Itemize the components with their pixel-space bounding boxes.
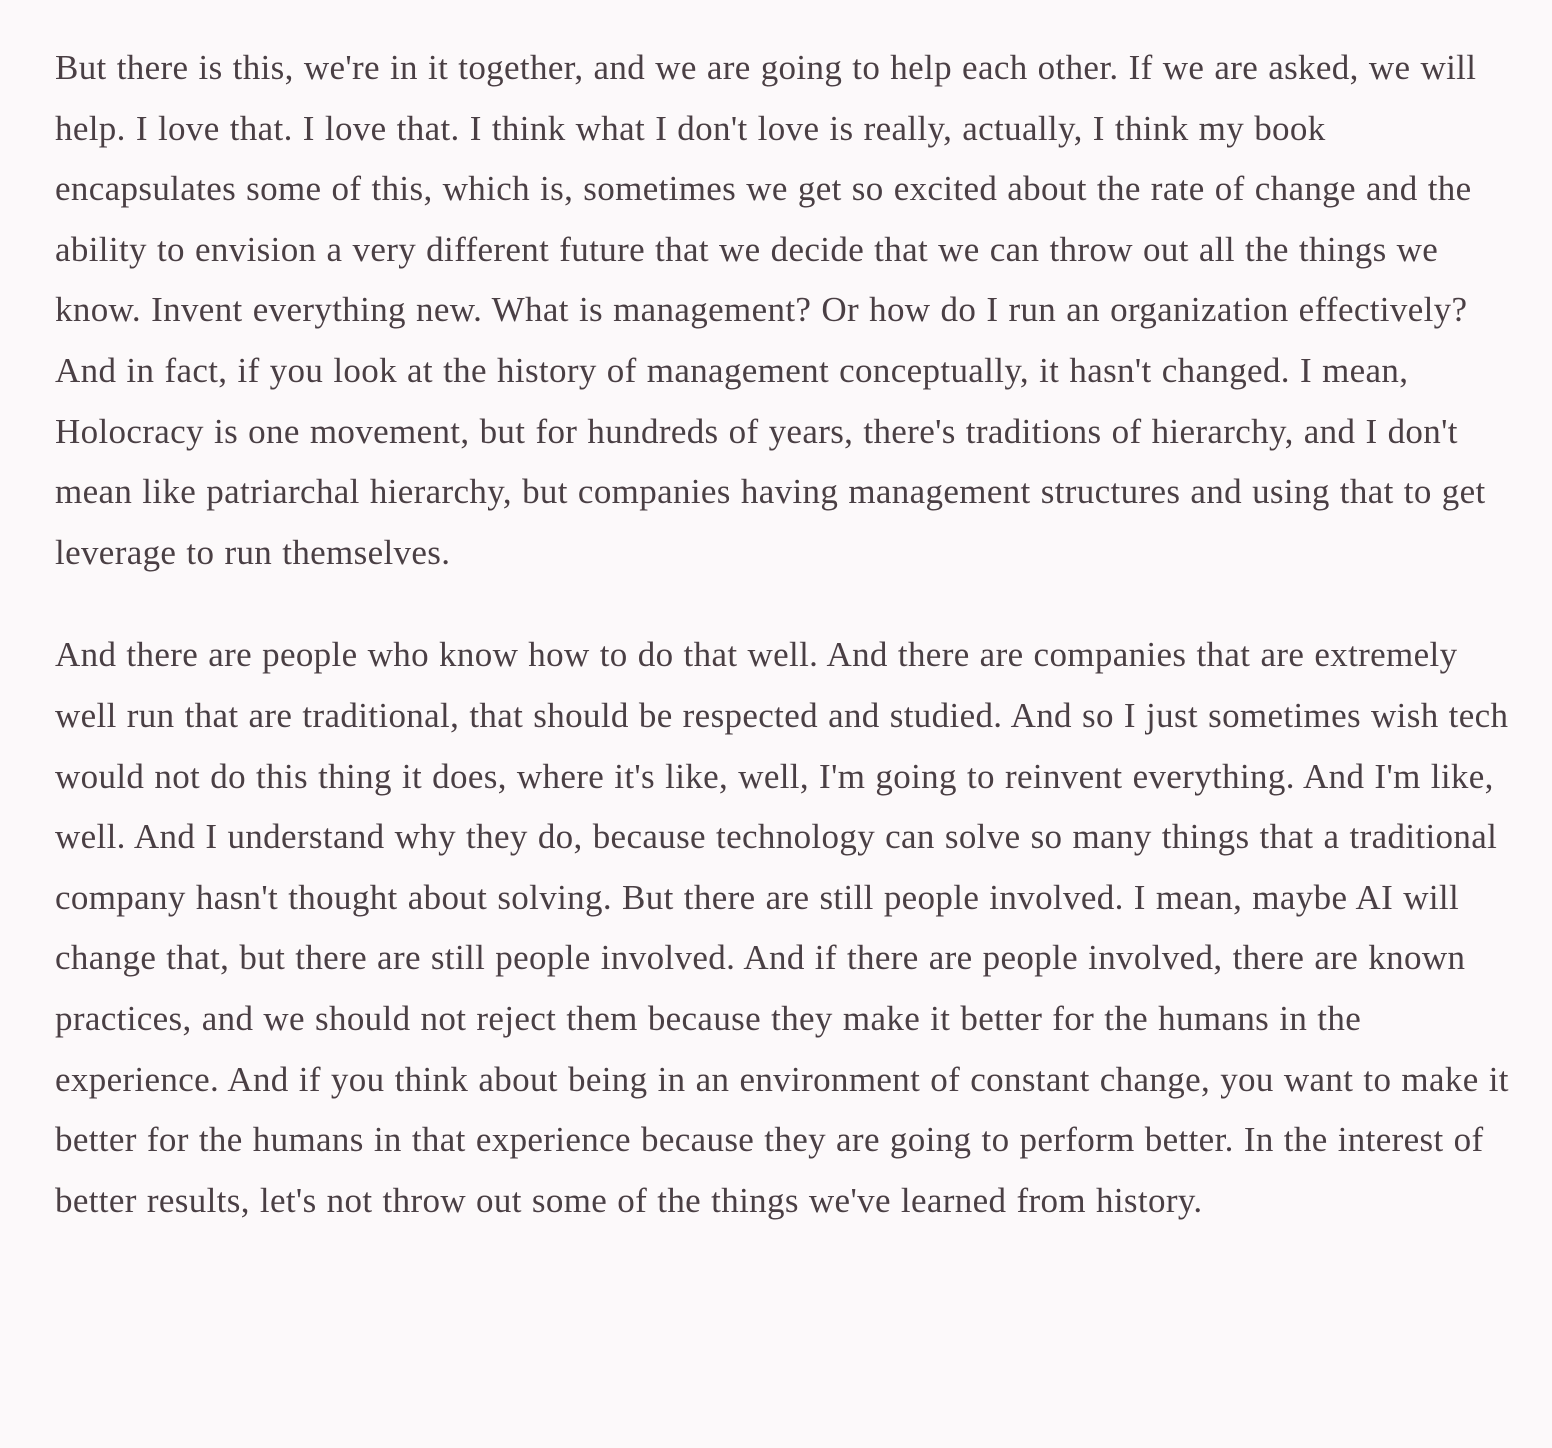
- paragraph-1: But there is this, we're in it together, and we are going to help each other. If we are asked, we will help. I love that. I love that. I think what I don't love is really, actually, I think my book encapsulates some of this, which is, sometimes we get so excited about the rate of change and the ability to envision a very different future that we decide that we can throw out all the things we know. Invent everything new. What is management? Or how do I run an organization effectively? And in fact, if you look at the history of management conceptually, it hasn't changed. I mean, Holocracy is one movement, but for hundreds of years, there's traditions of hierarchy, and I don't mean like patriarchal hierarchy, but companies having management structures and using that to get leverage to run themselves.: [55, 48, 1486, 572]
- paragraph-2: And there are people who know how to do that well. And there are companies that are extremely well run that are traditional, that should be respected and studied. And so I just sometimes wish tech would not do this thing it does, where it's like, well, I'm going to reinvent everything. And I'm like, well. And I understand why they do, because technology can solve so many things that a traditional company hasn't thought about solving. But there are still people involved. I mean, maybe AI will change that, but there are still people involved. And if there are people involved, there are known practices, and we should not reject them because they make it better for the humans in the experience. And if you think about being in an environment of constant change, you want to make it better for the humans in that experience because they are going to perform better. In the interest of better results, let's not throw out some of the things we've learned from history.: [55, 635, 1509, 1220]
- article-body: [55, 38, 1515, 1231]
